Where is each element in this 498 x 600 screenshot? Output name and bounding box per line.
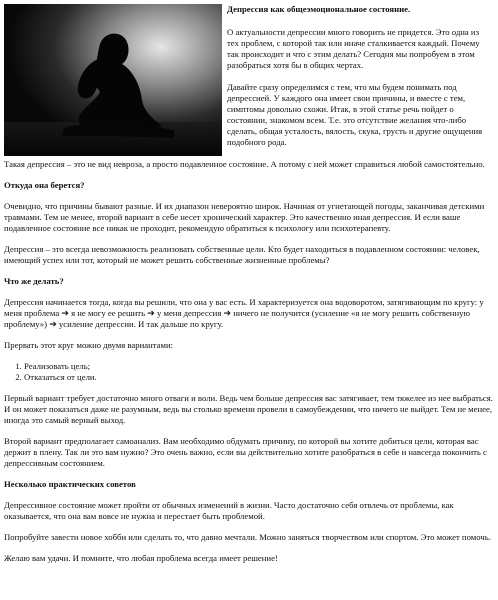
cycle-text-4: ничего не получится (усиление «я не могу решить собственную проблему») [4,308,470,329]
heading-tips: Несколько практических советов [4,479,136,489]
origin-paragraph-2: Депрессия – это всегда невозможность реализовать собственные цели. Кто будет находиться в подавленном состоянии: человек, имеющий успех или тот, который не может решить собственные жизненные проблемы? [4,244,480,265]
intro-paragraph-2: Давайте сразу определимся с тем, что мы будем понимать под депрессией. У каждого она имеет свои причины, и вместе с тем, симптомы довольно схожи. Итак, в этой статье речь пойдет о состоянии, знакомом всем. Т.е. это отсутствие желания что-либо сделать, общая усталость, вялость, скука, грусть и другие ощущения подобного рода. [227,82,483,147]
closing-paragraph: Желаю вам удачи. И помните, что любая проблема всегда имеет решение! [4,553,278,563]
heading-origin: Откуда она берется? [4,180,85,190]
tips-paragraph-2: Попробуйте завести новое хобби или сделать то, что давно мечтали. Можно заняться творчеством или спортом. Это может помочь. [4,532,491,542]
cycle-text-5: усиление депрессии. И так дальше по кругу. [56,319,224,329]
photo-illustration-icon [4,4,222,156]
cycle-text-3: у меня депрессия [154,308,224,318]
options-list [4,361,494,383]
what-paragraph-4: Второй вариант предполагает самоанализ. Вам необходимо обдумать причину, по которой вы хотите добиться цели, которая вас держит в плену. Так ли это вам нужно? Это очень важно, если вы действительно хотите разобраться в себе и навсегда покончить с депрессивным состоянием. [4,436,487,468]
arrow-right-icon: ➔ [223,309,232,319]
arrow-right-icon: ➔ [49,320,57,330]
intro-paragraph-3: Такая депрессия – это не вид невроза, а просто подавленное состояние. А потому с ней может справиться любой самостоятельно. [4,159,485,169]
option-item-2: 2. Отказаться от цели. [24,372,494,383]
origin-paragraph-1: Очевидно, что причины бывают разные. И их диапазон невероятно широк. Начиная от угнетающей погоды, заканчивая детскими травмами. Тем не менее, второй вариант в себе несет хронический характер. Это качественно иная депрессия. И если ваше подавленное состояние все никак не проходит, рекомендую обратиться к психологу или психотерапевту. [4,201,485,233]
option-item-1: 1. Реализовать цель; [24,361,494,372]
intro-paragraph-1: О актуальности депрессии много говорить не придется. Это одна из тех проблем, с которой так или иначе сталкивается каждый. Почему так происходит и что с этим делать? Сегодня мы попробуем в этом разобраться хотя бы в общих чертах. [227,27,480,70]
arrow-right-icon: ➔ [147,309,155,319]
depressed-person-photo [4,4,222,156]
heading-what-to-do: Что же делать? [4,276,64,286]
article-title: Депрессия как общеэмоциональное состояние. [227,4,411,14]
what-paragraph-3: Первый вариант требует достаточно много отваги и воли. Ведь чем больше депрессия вас затягивает, тем тяжелее из нее выбраться. И он может показаться даже не разумным, ведь вы столько времени провели в самоубеждении, что ничего не выйдет. Тем не менее, иногда это самый верный выход. [4,393,493,425]
what-paragraph-1 [4,297,494,330]
cycle-text-2: я не могу ее решить [68,308,148,318]
cycle-text-1: Депрессия начинается тогда, когда вы решили, что она у вас есть. И характеризуется она водоворотом, затягивающим по кругу: у меня проблема [4,297,484,318]
arrow-right-icon: ➔ [61,309,69,319]
what-paragraph-2: Прервать этот круг можно двумя вариантами: [4,340,174,350]
intro-column [227,4,493,159]
tips-paragraph-1: Депрессивное состояние может пройти от обычных изменений в жизни. Часто достаточно себя отвлечь от проблемы, как оказывается, что она вам вовсе не нужна и перестает быть проблемой. [4,500,454,521]
article-body [4,159,494,574]
